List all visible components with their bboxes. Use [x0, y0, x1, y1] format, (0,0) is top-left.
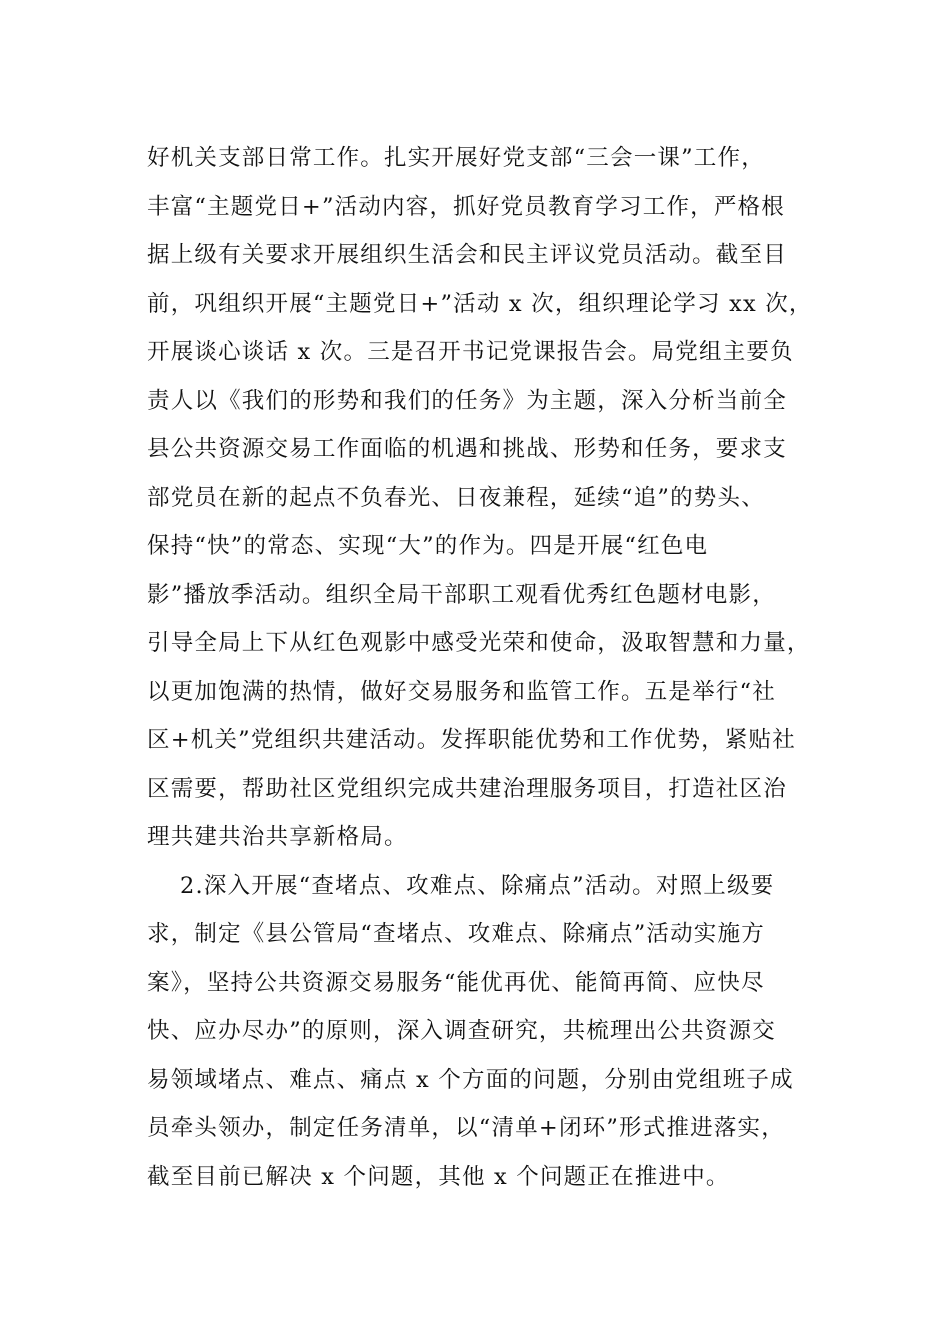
text-line: 县公共资源交易工作面临的机遇和挑战、形势和任务，要求支: [147, 436, 787, 462]
text-line: 以更加饱满的热情，做好交易服务和监管工作。五是举行“社: [147, 679, 776, 705]
text-line: 影”播放季活动。组织全局干部职工观看优秀红色题材电影，: [147, 582, 776, 608]
text-line: 保持“快”的常态、实现“大”的作为。四是开展“红色电: [147, 533, 709, 559]
text-line: 部党员在新的起点不负春光、日夜兼程，延续“追”的势头、: [147, 485, 765, 511]
text-line: 区+机关”党组织共建活动。发挥职能优势和工作优势，紧贴社: [147, 727, 796, 753]
text-line: 开展谈心谈话 x 次。三是召开书记党课报告会。局党组主要负: [147, 339, 794, 365]
text-line: 截至目前已解决 x 个问题，其他 x 个问题正在推进中。: [147, 1164, 730, 1190]
text-line: 理共建共治共享新格局。: [147, 824, 408, 850]
paragraph-2-first-line: 2.深入开展“查堵点、攻难点、除痛点”活动。对照上级要: [180, 873, 775, 899]
text-line: 引导全局上下从红色观影中感受光荣和使命，汲取智慧和力量，: [147, 630, 811, 656]
text-line: 易领域堵点、难点、痛点 x 个方面的问题，分别由党组班子成: [147, 1067, 794, 1093]
text-line: 据上级有关要求开展组织生活会和民主评议党员活动。截至目: [147, 242, 787, 268]
text-line: 好机关支部日常工作。扎实开展好党支部“三会一课”工作，: [147, 145, 765, 171]
text-line: 前，巩组织开展“主题党日+”活动 x 次，组织理论学习 xx 次，: [147, 291, 813, 317]
text-line: 责人以《我们的形势和我们的任务》为主题，深入分析当前全: [147, 388, 787, 414]
text-line: 丰富“主题党日+”活动内容，抓好党员教育学习工作，严格根: [147, 194, 785, 220]
text-line: 案》，坚持公共资源交易服务“能优再优、能简再简、应快尽: [147, 970, 765, 996]
text-line: 员牵头领办，制定任务清单，以“清单+闭环”形式推进落实，: [147, 1115, 785, 1141]
text-line: 快、应办尽办”的原则，深入调查研究，共梳理出公共资源交: [147, 1018, 776, 1044]
text-line: 区需要，帮助社区党组织完成共建治理服务项目，打造社区治: [147, 776, 787, 802]
text-line: 求，制定《县公管局“查堵点、攻难点、除痛点”活动实施方: [147, 921, 765, 947]
